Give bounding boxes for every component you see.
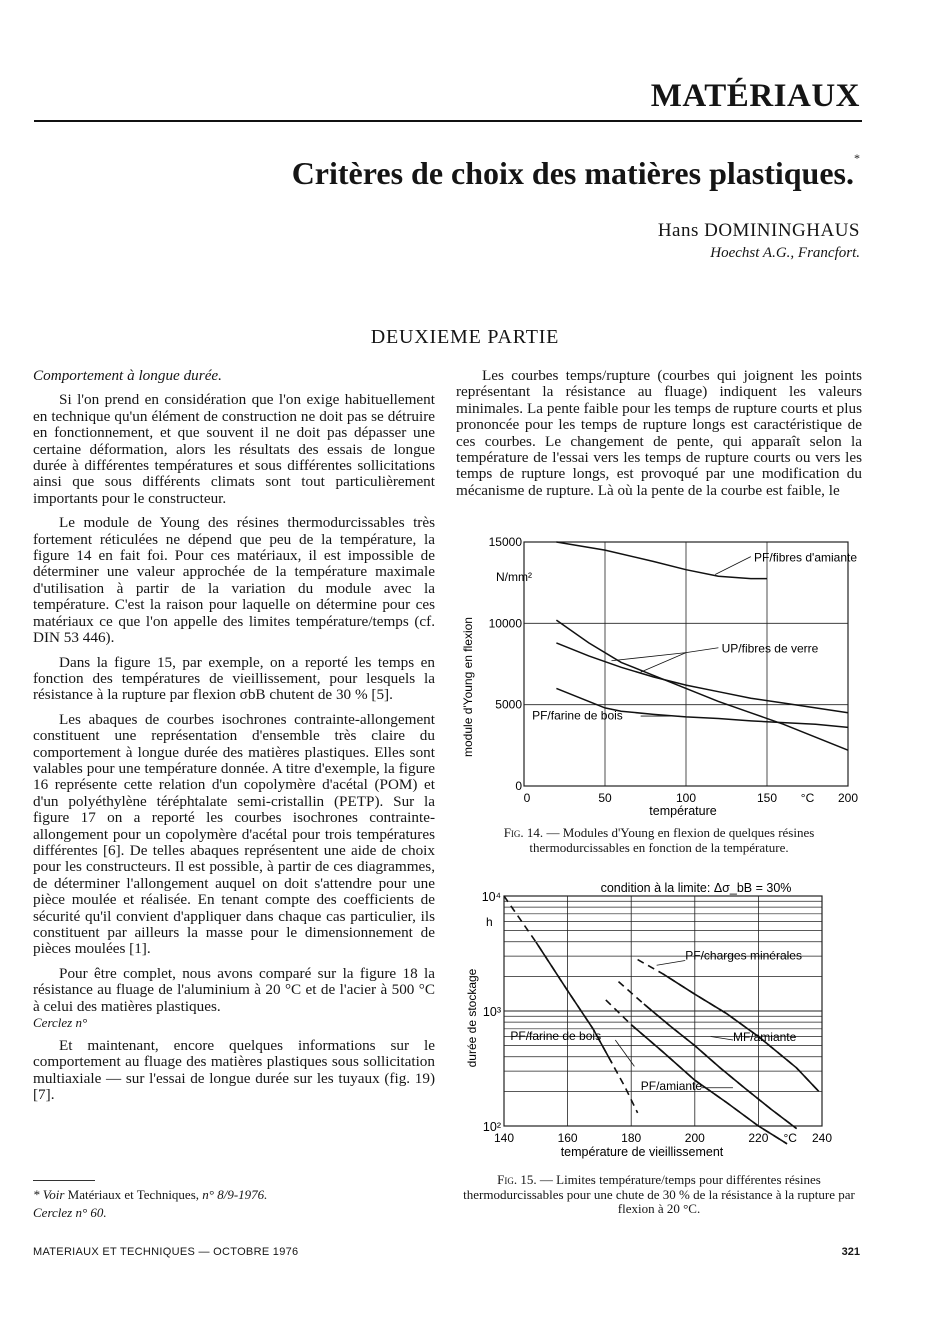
figure-14-label-leader: [611, 653, 686, 661]
figure-15-x-axis-label: température de vieillissement: [560, 1145, 724, 1159]
figure-15-y-unit: h: [486, 915, 493, 929]
figure-14-x-tick-label: 200: [837, 791, 859, 805]
paragraph-5: Pour être complet, nous avons comparé sur la figure 18 la résistance au fluage de l'aluminium à 20 °C et de l'acier à 500 °C à celui des matières plastiques.: [33, 964, 435, 1015]
figure-14-series-line: [556, 542, 767, 579]
figure-14-series-line: [556, 620, 848, 750]
figure-14-label-leader: [715, 557, 751, 575]
figure-14-label-pf-amiante: PF/fibres d'amiante: [754, 550, 858, 565]
figure-14-y-unit: N/mm²: [496, 570, 532, 584]
figure-15-label-pf-amiante: PF/amiante: [640, 1079, 703, 1094]
figure-14-y-tick-label: 5000: [495, 697, 522, 712]
footnote-line-2: Cerclez n° 60.: [33, 1205, 107, 1220]
figure-14-x-tick-label: 100: [675, 791, 697, 805]
reader-service-note: Cerclez n°: [33, 1015, 88, 1031]
figure-14-caption-text: — Modules d'Young en flexion de quelques résines thermodurcissables en fonction de la température.: [529, 825, 815, 855]
figure-15-label-pf-charges: PF/charges minérales: [685, 948, 802, 963]
figure-15-x-tick-label: 180: [621, 1131, 642, 1145]
figure-14-label-leader: [686, 648, 718, 653]
figure-14-y-tick-label: 0: [515, 779, 522, 793]
figure-15-label-pf-farine: PF/farine de bois: [510, 1028, 602, 1043]
figure-14-x-tick-label: 0: [523, 791, 531, 805]
footnote: [33, 1186, 433, 1222]
figure-14-y-tick-label: 15000: [488, 535, 522, 549]
figure-15-series: [504, 896, 819, 1144]
figure-15-x-tick-label: 240: [811, 1131, 833, 1145]
figure-14-y-tick-label: 10000: [488, 616, 522, 631]
figure-14-label-leader: [641, 653, 686, 673]
figure-14-x-axis-label: température: [649, 804, 717, 818]
figure-14-curve-labels: [532, 551, 857, 723]
figure-15-x-tick-label: 200: [684, 1131, 705, 1145]
figure-14-label-pf-farine: PF/farine de bois: [532, 708, 623, 723]
figure-14-caption-label: Fig. 14.: [503, 825, 544, 840]
figure-14-ticks: [489, 535, 859, 805]
paragraph-right-1: Les courbes temps/rupture (courbes qui joignent les points représentant la résistance au fluage) indiquent les valeurs minimales. La pente faible pour les temps de rupture courts et plus prononcée pour les temps de rupture longs est caractéristique de ces courbes. Le changement de pente, qui apparaît selon la température de l'essai vers les temps de rupture courts ou vers les temps de rupture longs, est provoqué par une modification du mécanisme de rupture. Là où la pente de la courbe est faible, le: [456, 367, 862, 499]
figure-14-x-tick-label: °C: [800, 791, 815, 805]
figure-15-chart: [456, 870, 866, 1166]
figure-14-y-axis-label: module d'Young en flexion: [461, 617, 475, 757]
footer-journal: MATERIAUX ET TECHNIQUES — OCTOBRE 1976: [33, 1246, 299, 1258]
figure-14-label-up-verre: UP/fibres de verre: [721, 641, 819, 656]
left-column: [33, 368, 435, 1112]
article-title-text: Critères de choix des matières plastiques.: [291, 155, 854, 191]
figure-15-y-axis-label: durée de stockage: [465, 968, 479, 1068]
footnote-line-1: [33, 1186, 433, 1204]
figure-15-ticks: [482, 890, 833, 1145]
figure-15-title: condition à la limite: Δσ_bB = 30%: [600, 881, 792, 895]
figure-15-label-mf-amiante: MF/amiante: [732, 1029, 797, 1044]
figure-15-x-tick-label: 140: [493, 1131, 515, 1145]
paragraph-2: Le module de Young des résines thermodurcissables très fortement réticulées ne dépend que peu de la température, la figure 14 en fait foi. Pour ces matériaux, il est impossible de déterminer une valeur approchée de la température maximale d'utilisation à partir de la variation du module avec la température. C'est la raison pour laquelle on détermine pour ces matériaux ce que l'on appelle des limites température/temps (cf. DIN 53 446).: [33, 514, 435, 647]
figure-15-x-tick-label: 160: [557, 1131, 578, 1145]
figure-14-x-tick-label: 50: [598, 791, 612, 805]
figure-15-y-tick-label: 10²: [482, 1120, 501, 1134]
page-number: 321: [841, 1246, 860, 1258]
figure-15-caption-text: — Limites température/temps pour différentes résines thermodurcissables pour une chute de 30 % de la résistance à la rupture par flexion à 20 °C.: [463, 1172, 855, 1216]
footnote-rule: [33, 1180, 95, 1181]
figure-15-series-line-solid: [536, 942, 612, 1064]
figure-15-series-line-dashed: [606, 1000, 787, 1144]
figure-14-x-tick-label: 150: [756, 791, 778, 805]
figure-14-caption: [456, 826, 862, 855]
footnote-voir: * Voir: [33, 1187, 65, 1202]
part-heading: DEUXIEME PARTIE: [370, 326, 560, 348]
article-title: [291, 151, 860, 192]
footnote-issue: n° 8/9-1976.: [202, 1187, 268, 1202]
figure-15-caption-label: Fig. 15.: [497, 1172, 537, 1187]
section-header: MATÉRIAUX: [650, 78, 860, 114]
header-rule: [34, 120, 862, 122]
right-column-text: [456, 368, 862, 507]
figure-15-series-line-solid: [644, 1004, 797, 1129]
figure-15-y-tick-label: 10³: [482, 1005, 501, 1019]
footnote-journal: Matériaux et Techniques,: [67, 1187, 200, 1202]
figure-15-series-line-dashed: [619, 982, 797, 1129]
paragraph-6: Et maintenant, encore quelques informations sur le comportement au fluage des matières plastiques sous sollicitation multiaxiale — sur l'essai de longue durée sur les tuyaux (fig. 19) [7].: [33, 1037, 435, 1104]
section-subhead: Comportement à longue durée.: [33, 367, 222, 384]
figure-14-grid: [524, 542, 848, 786]
figure-15-x-tick-label: °C: [783, 1131, 797, 1145]
figure-15-series-line-dashed: [638, 960, 819, 1092]
author-name: Hans DOMININGHAUS: [657, 220, 860, 241]
paragraph-1: Si l'on prend en considération que l'on exige habituellement en technique qu'un élément de construction ne doit pas se détruire en fonctionnement, et que souvent il ne doit pas dépasser une certaine déformation, alors les résultats des essais de longue durée à différentes températures et sous différentes sollicitations ainsi que sous différents climats sont tout particulièrement importants pour le constructeur.: [33, 391, 435, 507]
figure-15-label-leader: [657, 960, 686, 965]
figure-15-x-tick-label: 220: [748, 1131, 769, 1145]
figure-15-label-leader: [711, 1037, 733, 1040]
paragraph-3: Dans la figure 15, par exemple, on a reporté les temps en fonction des températures de vieillissement, pour lesquels la résistance à la rupture par flexion σbB chutent de 30 % [5].: [33, 653, 435, 704]
author-affiliation: Hoechst A.G., Francfort.: [710, 245, 860, 261]
paragraph-4: Les abaques de courbes isochrones contrainte-allongement constituent une représentation d'ensemble très claire du comportement à longue durée des matières plastiques. Elles sont valables pour une température donnée. A titre d'exemple, la figure 16 représente cette relation d'un copolymère d'acétal (POM) et d'un polyéthylène téréphtalate semi-cristallin (PETP). Sur la figure 17 on a reporté les courbes isochrones contrainte-allongement pour un copolymère d'acétal pour trois températures différentes [6]. De telles abaques représentent une aide de choix pour les constructeurs. Il est possible, à partir de ces diagrammes, de déterminer l'allongement auquel on doit s'attendre pour une pièce moulée et réalisée. En tenant compte des coefficients de sécurité qu'il convient d'appliquer dans chaque cas particulier, ils constituent par ailleurs la masse pour le dimensionnement de pièces moulées [1].: [33, 710, 435, 958]
figure-15-series-line-dashed: [504, 896, 638, 1113]
figure-15-y-tick-label: 10⁴: [481, 890, 501, 904]
figure-15-caption: [456, 1173, 862, 1217]
title-footnote-mark: *: [854, 151, 860, 165]
figure-14-chart: [456, 530, 866, 824]
